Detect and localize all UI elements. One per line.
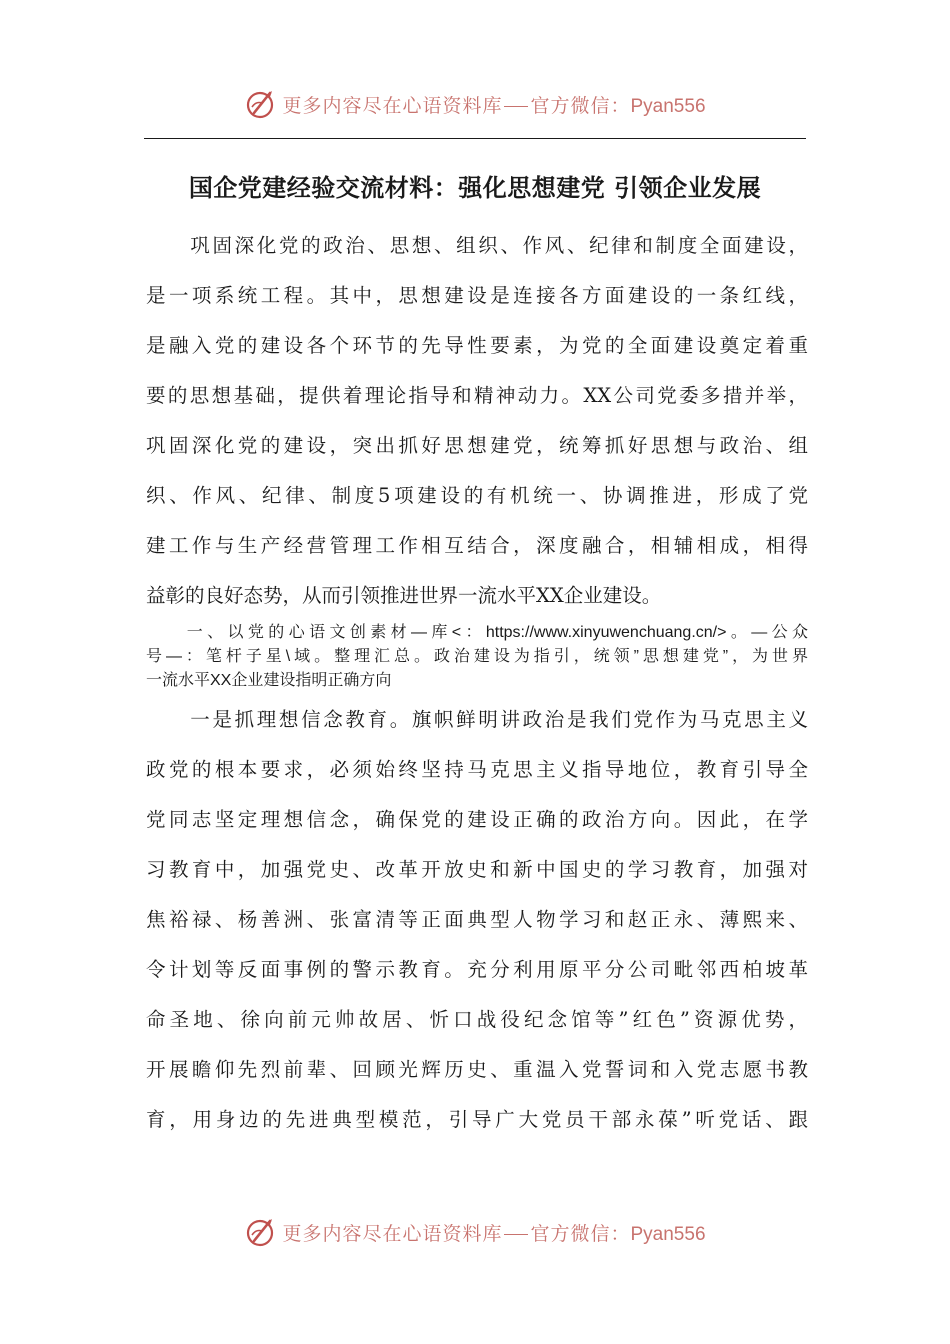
paragraph-line: 巩固深化党的建设，突出抓好思想建党，统筹抓好思想与政治、组 [146, 434, 808, 457]
section-heading-line: 一、以党的心语文创素材—库<：https://www.xinyuwenchuang.cn/>。—公众 [146, 624, 808, 641]
banner-divider [504, 1234, 528, 1235]
paragraph-line: 党同志坚定理想信念，确保党的建设正确的政治方向。因此，在学 [146, 808, 808, 831]
banner-divider [504, 106, 528, 107]
banner-text: 更多内容尽在心语资料库 [282, 1222, 503, 1245]
paragraph-line: 要的思想基础，提供着理论指导和精神动力。XX公司党委多措并举， [146, 384, 808, 407]
paragraph-line: 益彰的良好态势，从而引领推进世界一流水平XX企业建设。 [146, 584, 662, 607]
paragraph-line: 习教育中，加强党史、改革开放史和新中国史的学习教育，加强对 [146, 858, 808, 881]
section-heading-line: 号—：笔杆子星\域。整理汇总。政治建设为指引，统领”思想建党”，为世界 [146, 648, 808, 665]
paragraph-line: 一是抓理想信念教育。旗帜鲜明讲政治是我们党作为马克思主义 [146, 708, 808, 731]
pen-logo-icon [244, 87, 278, 121]
pen-logo-icon [244, 1215, 278, 1249]
header-banner [0, 84, 950, 124]
paragraph-line: 政党的根本要求，必须始终坚持马克思主义指导地位，教育引导全 [146, 758, 808, 781]
paragraph-line: 巩固深化党的政治、思想、组织、作风、纪律和制度全面建设， [146, 234, 808, 257]
banner-contact: 官方微信： [530, 94, 631, 117]
document-title: 国企党建经验交流材料：强化思想建党 引领企业发展 [188, 173, 762, 202]
footer-banner [0, 1212, 950, 1252]
banner-wechat-id: Pyan556 [630, 95, 706, 117]
paragraph-line: 开展瞻仰先烈前辈、回顾光辉历史、重温入党誓词和入党志愿书教 [146, 1058, 808, 1081]
paragraph-line: 育，用身边的先进典型模范，引导广大党员干部永葆”听党话、跟 [146, 1108, 808, 1131]
paragraph-line: 是一项系统工程。其中，思想建设是连接各方面建设的一条红线， [146, 284, 808, 307]
paragraph-line: 是融入党的建设各个环节的先导性要素，为党的全面建设奠定着重 [146, 334, 808, 357]
paragraph-line: 令计划等反面事例的警示教育。充分利用原平分公司毗邻西柏坡革 [146, 958, 808, 981]
paragraph-line: 焦裕禄、杨善洲、张富清等正面典型人物学习和赵正永、薄熙来、 [146, 908, 808, 931]
paragraph-line: 织、作风、纪律、制度5项建设的有机统一、协调推进，形成了党 [146, 484, 808, 507]
banner-wechat-id: Pyan556 [630, 1223, 706, 1245]
banner-text: 更多内容尽在心语资料库 [282, 94, 503, 117]
banner-contact: 官方微信： [530, 1222, 631, 1245]
paragraph-line: 命圣地、徐向前元帅故居、忻口战役纪念馆等”红色”资源优势， [146, 1008, 808, 1031]
paragraph-line: 建工作与生产经营管理工作相互结合，深度融合，相辅相成，相得 [146, 534, 808, 557]
header-rule [144, 138, 806, 139]
section-heading-line: 一流水平XX企业建设指明正确方向 [146, 672, 392, 689]
